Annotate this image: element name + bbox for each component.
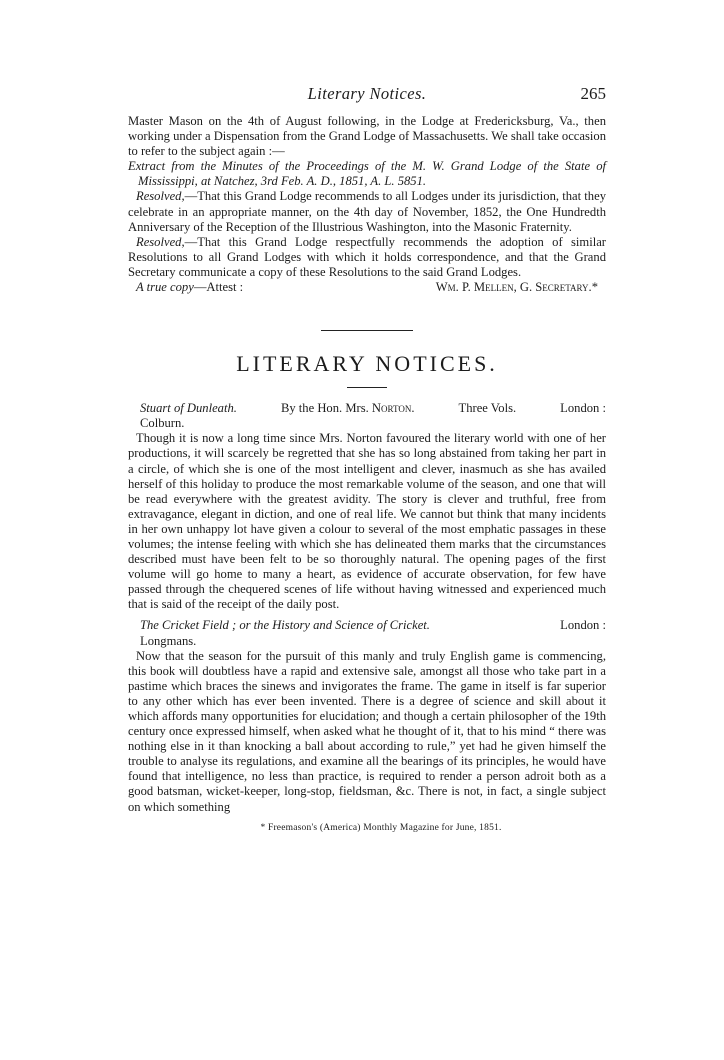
review-1-byline <box>281 401 415 416</box>
review-1-by: By the Hon. Mrs. <box>280 401 369 416</box>
footnote: * Freemason's (America) Monthly Magazine for June, 1851. <box>260 822 502 833</box>
page-number: 265 <box>580 84 606 103</box>
review-2-publisher: Longmans. <box>140 633 197 648</box>
review-1-header-line <box>140 401 606 416</box>
resolution-1 <box>128 189 606 234</box>
review-1-place: London : <box>560 401 606 416</box>
signature: Wm. P. Mellen, G. Secretary.* <box>435 280 598 295</box>
review-1-author: Norton. <box>371 401 415 416</box>
attest-label: A true copy <box>136 280 194 295</box>
review-2-body: Now that the season for the pursuit of this manly and truly English game is commencing, this book will doubtless have a rapid and extensive sale, amongst all those who take part in a pastime which braces the sinews and invigorates the frame. The game in itself is far superior to any other which has ever been invented. There is a degree of science and skill about it which affords many opportunities for elucidation; and though a certain philosopher of the 19th century once expressed himself, when asked what he thought of it, that to his mind “ there was nothing else in it than knocking a ball about according to rule,” yet had he given himself the trouble to analyse its regulations, and examine all the bearings of its principles, he would have found that intelligence, no less than practice, is required to render a person adroit both as a good batsman, wicket-keeper, long-stop, fieldsman, &c. There is not, in fact, a single subject on which something <box>128 648 606 814</box>
heading-rule <box>347 387 387 388</box>
book-page <box>128 84 606 834</box>
resolution-1-text: —That this Grand Lodge recommends to all Lodges under its jurisdiction, that they celebrate in an appropriate manner, on the 4th day of November, 1852, the One Hundredth Anniversary of the Reception of the Illustrious Washington, into the Masonic Fraternity. <box>128 189 606 234</box>
review-2-header-line <box>140 618 606 633</box>
review-1-header <box>128 401 606 431</box>
resolution-2 <box>128 235 606 280</box>
running-title: Literary Notices. <box>307 84 427 103</box>
extract-heading: Extract from the Minutes of the Proceedings of the M. W. Grand Lodge of the State of Mississippi, at Natchez, 3rd Feb. A. D., 1851, A. L. 5851. <box>128 159 606 189</box>
attest-label-group <box>136 280 243 295</box>
continuation-paragraph: Master Mason on the 4th of August following, in the Lodge at Fredericksburg, Va., then working under a Dispensation from the Grand Lodge of Massachusetts. We shall take occasion to refer to the subject again :— <box>128 114 606 159</box>
review-1-title: Stuart of Dunleath. <box>140 401 237 416</box>
attestation-line <box>128 280 606 295</box>
running-head <box>128 84 606 108</box>
resolved-label: Resolved, <box>136 189 185 204</box>
section-divider <box>321 330 413 331</box>
resolution-2-text: —That this Grand Lodge respectfully recommends the adoption of similar Resolutions to all Grand Lodges with which it holds correspondence, and that the Grand Secretary communicate a copy of these Resolutions to the said Grand Lodges. <box>128 234 606 279</box>
review-2-header <box>128 618 606 648</box>
review-2-title: The Cricket Field ; or the History and Science of Cricket. <box>140 618 430 633</box>
review-2-place: London : <box>560 618 606 633</box>
review-1-publisher: Colburn. <box>140 416 185 431</box>
section-heading: LITERARY NOTICES. <box>236 351 498 377</box>
attest-suffix: —Attest : <box>193 280 244 295</box>
resolved-label: Resolved, <box>136 234 185 249</box>
review-1-vols: Three Vols. <box>458 401 517 416</box>
review-1-body: Though it is now a long time since Mrs. Norton favoured the literary world with one of her productions, it will scarcely be regretted that she has so long abstained from taking her part in a circle, of which she is one of the most intelligent and clever, inasmuch as she has availed herself of this holiday to produce the most remarkable volume of the season, and one that will be read everywhere with the greatest avidity. The story is clever and truthful, free from extravagance, elegant in diction, and one of real life. We cannot but think that many incidents in her own unhappy lot have given a colour to several of the most emphatic passages in these volumes; the intense feeling with which she has delineated them marks that the circumstances described must have been felt to be so thoroughly natural. The opening pages of the first volume will go home to many a heart, as evidence of accurate observation, for few have passed through the chequered scenes of life without having witnessed and experienced much that is said of the receipt of the daily post. <box>128 431 606 612</box>
